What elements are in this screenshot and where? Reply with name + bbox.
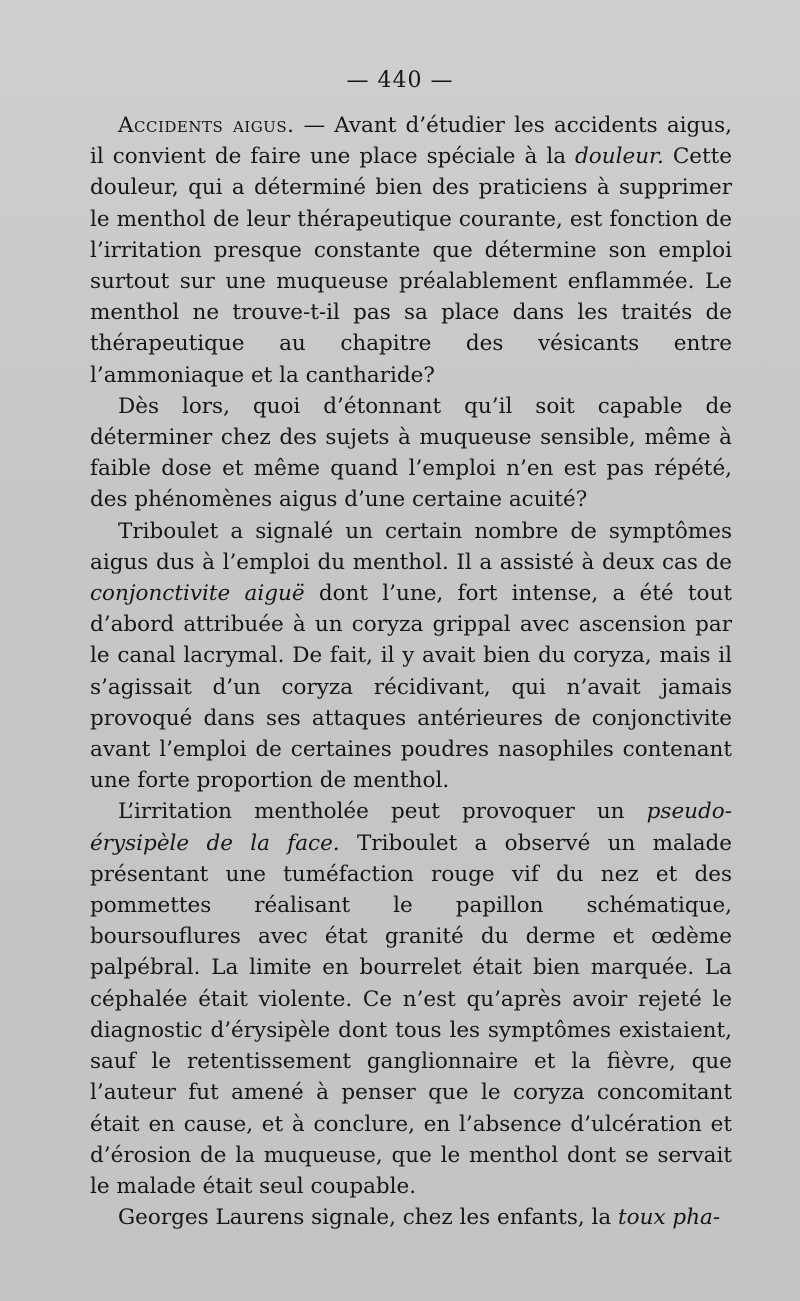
paragraph-pseudo-erysipele [90, 796, 732, 1202]
paragraph-triboulet-conjonctivite [90, 516, 732, 797]
paragraph-text: L’irritation mentholée peut provoquer un [118, 799, 647, 825]
italic-term: conjonctivite aiguë [90, 581, 305, 607]
paragraph-georges-laurens [90, 1202, 732, 1233]
paragraph-text: dont l’une, fort intense, a été tout d’abord attribuée à un coryza grippal avec ascension par le canal lacrymal. De fait, il y avait bien du coryza, mais il s’agissait d’un coryza récidivant, qui n’avait jamais provoqué dans ses attaques antérieures de conjonctivite avant l’emploi de certaines poudres nasophiles contenant une forte proportion de menthol. [90, 581, 732, 794]
paragraph-text: Georges Laurens signale, chez les enfants, la [118, 1205, 619, 1231]
italic-term: toux pha- [618, 1205, 721, 1231]
page-number: — 440 — [346, 68, 454, 93]
paragraph-text: — Avant d’étudier les accidents aigus, il convient de faire une place spéciale à la [90, 113, 732, 170]
paragraph-text: Triboulet a signalé un certain nombre de symptômes aigus dus à l’emploi du menthol. Il a assisté à deux cas de [90, 518, 732, 575]
paragraph-text: Dès lors, quoi d’étonnant qu’il soit capable de déterminer chez des sujets à muqueuse sensible, même à faible dose et même quand l’emploi n’en est pas répété, des phénomènes aigus d’une certaine acuité? [90, 393, 732, 513]
paragraph-accidents-aigus [90, 110, 732, 391]
italic-term: pseudo-érysipèle de la face. [90, 799, 732, 856]
paragraph-text: Triboulet a observé un malade présentant une tuméfaction rouge vif du nez et des pommettes réalisant le papillon schématique, boursouflures avec état granité du derme et œdème palpébral. La limite en bourrelet était bien marquée. La céphalée était violente. Ce n’est qu’après avoir rejeté le diagnostic d’érysipèle dont tous les symptômes existaient, sauf le retentissement ganglionnaire et la fièvre, que l’auteur fut amené à penser que le coryza concomitant était en cause, et à conclure, en l’absence d’ulcération et d’érosion de la muqueuse, que le menthol dont se servait le malade était seul coupable. [90, 830, 733, 1199]
paragraph-des-lors [90, 391, 732, 516]
section-heading: Accidents aigus. [118, 113, 295, 138]
italic-term: douleur. [575, 144, 664, 170]
paragraph-text: Cette douleur, qui a déterminé bien des praticiens à supprimer le menthol de leur thérapeutique courante, est fonction de l’irritation presque constante que détermine son emploi surtout sur une muqueuse préalablement enflammée. Le menthol ne trouve-t-il pas sa place dans les traités de thérapeutique au chapitre des vésicants entre l’ammoniaque et la cantharide? [90, 144, 732, 388]
body-text [90, 110, 732, 1233]
